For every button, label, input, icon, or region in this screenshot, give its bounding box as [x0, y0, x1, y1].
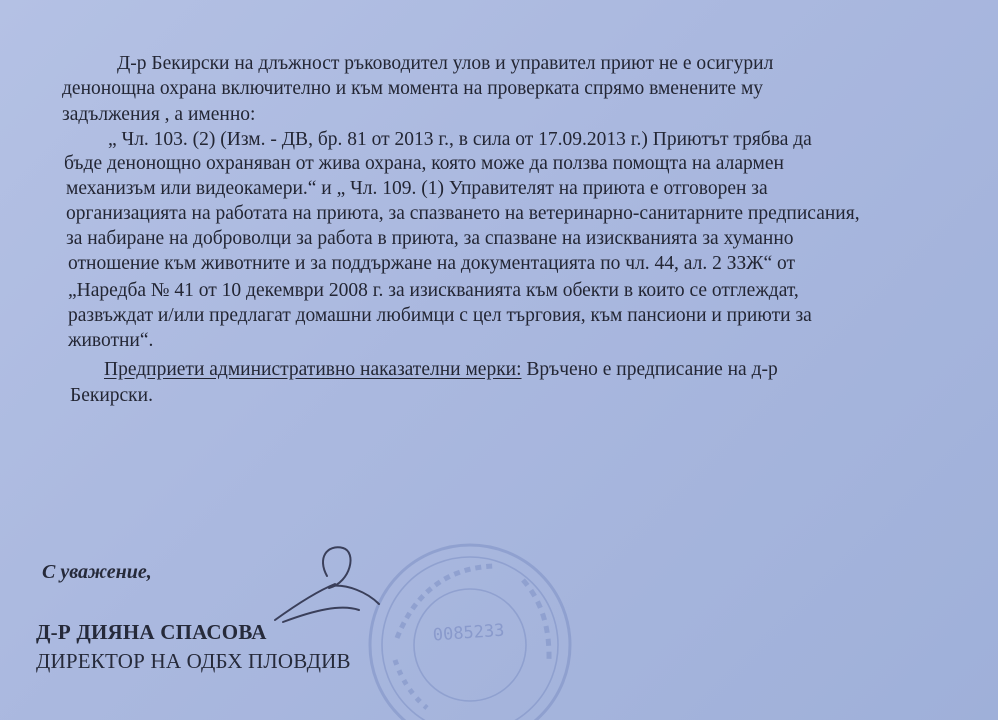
text-line: денонощна охрана включително и към момента на проверката спрямо вменените му [62, 78, 764, 99]
handwritten-signature [255, 540, 415, 645]
text-line: механизъм или видеокамери.“ и „ Чл. 109. (1) Управителят на приюта е отговорен за [66, 178, 768, 199]
text-line: за набиране на доброволци за работа в приюта, за спазване на изискванията за хуманно [66, 228, 794, 249]
signatory-name: Д-Р ДИЯНА СПАСОВА [36, 620, 267, 644]
text-line: Д-р Бекирски на длъжност ръководител улов и управител приют не е осигурил [117, 53, 774, 74]
signatory-title: ДИРЕКТОР НА ОДБХ ПЛОВДИВ [36, 649, 351, 673]
text-line: „Наредба № 41 от 10 декември 2008 г. за изискванията към обекти в които се отглеждат, [68, 280, 799, 301]
text-line: бъде денонощно охраняван от жива охрана, която може да ползва помощта на алармен [64, 153, 784, 174]
signature-greeting: С уважение, [42, 561, 152, 583]
stamp-code: 0085233 [432, 620, 506, 646]
text-line: задължения , а именно: [62, 104, 256, 125]
text-line: отношение към животните и за поддържане на документацията по чл. 44, ал. 2 ЗЗЖ“ от [68, 253, 796, 274]
text-line: „ Чл. 103. (2) (Изм. - ДВ, бр. 81 от 2013 г., в сила от 17.09.2013 г.) Приютът трябва да [108, 129, 812, 150]
measures-label: Предприети административно наказателни мерки: [104, 359, 522, 380]
measures-line [104, 359, 778, 381]
text-line: развъждат и/или предлагат домашни любимци с цел търговия, към пансиони и приюти за [68, 305, 812, 326]
text-line: Бекирски. [70, 385, 153, 406]
measures-text: Връчено е предписание на д-р [521, 359, 778, 380]
text-line: животни“. [68, 330, 154, 351]
text-line: организацията на работата на приюта, за спазването на ветеринарно-санитарните предписания, [66, 203, 860, 224]
